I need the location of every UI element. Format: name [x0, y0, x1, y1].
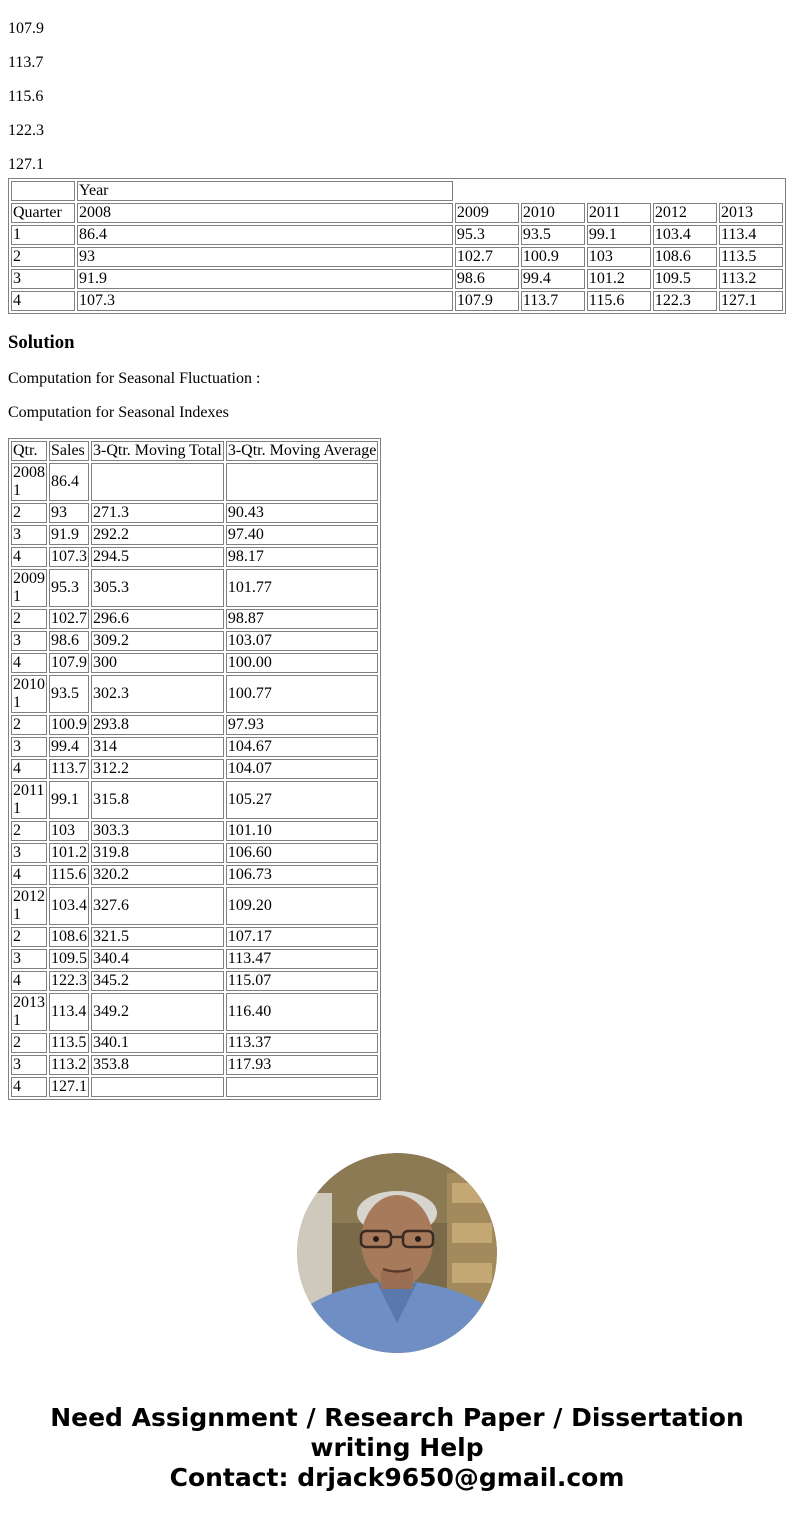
table-cell — [11, 181, 75, 201]
table-cell: 91.9 — [77, 269, 453, 289]
sales-cell: 98.6 — [49, 631, 89, 651]
moving-average-cell: 101.77 — [226, 569, 379, 607]
sales-cell: 91.9 — [49, 525, 89, 545]
quarterly-sales-table — [8, 178, 786, 314]
moving-average-cell: 109.20 — [226, 887, 379, 925]
moving-average-cell: 115.07 — [226, 971, 379, 991]
quarter-cell — [11, 781, 47, 819]
quarter-cell: 4 — [11, 1077, 47, 1097]
moving-average-cell: 101.10 — [226, 821, 379, 841]
moving-average-cell: 106.73 — [226, 865, 379, 885]
quarter-cell: 3 — [11, 1055, 47, 1075]
table-cell: 107.9 — [455, 291, 519, 311]
promo-contact-line: Contact: drjack9650@gmail.com — [169, 1463, 625, 1492]
year-label: 2013 — [13, 994, 45, 1011]
table-cell: 102.7 — [455, 247, 519, 267]
table-row — [11, 993, 378, 1031]
sales-cell: 95.3 — [49, 569, 89, 607]
table-cell: 2 — [11, 247, 75, 267]
moving-total-cell: 353.8 — [91, 1055, 224, 1075]
quarter-cell: 2 — [11, 609, 47, 629]
table-row — [11, 653, 378, 673]
avatar — [297, 1153, 497, 1353]
table-header-cell: 2009 — [455, 203, 519, 223]
sales-cell: 102.7 — [51, 610, 87, 627]
quarter-cell: 3 — [11, 843, 47, 863]
quarter-cell: 2 — [11, 715, 47, 735]
table-header-cell: Qtr. — [11, 441, 47, 461]
table-cell: 115.6 — [587, 291, 651, 311]
sales-cell: 108.6 — [51, 928, 87, 945]
table-row — [11, 1077, 378, 1097]
table-cell: 98.6 — [455, 269, 519, 289]
sales-cell: 113.7 — [49, 759, 89, 779]
moving-average-cell: 98.17 — [226, 547, 379, 567]
moving-total-cell: 293.8 — [91, 715, 224, 735]
table-header-cell: 3-Qtr. Moving Total — [93, 442, 222, 459]
table-row — [11, 737, 378, 757]
table-row — [11, 609, 378, 629]
table-header-cell: Quarter — [11, 203, 75, 223]
top-value: 113.7 — [8, 54, 44, 71]
moving-average-cell: 103.07 — [226, 631, 379, 651]
moving-total-cell: 340.4 — [91, 949, 224, 969]
moving-total-cell: 314 — [91, 737, 224, 757]
sales-cell: 122.3 — [51, 972, 87, 989]
fluctuation-paragraph: Computation for Seasonal Fluctuation : — [8, 370, 261, 387]
table-cell: 101.2 — [587, 269, 651, 289]
table-row — [11, 247, 783, 267]
moving-average-cell: 90.43 — [226, 503, 379, 523]
table-cell: 3 — [11, 269, 75, 289]
quarter-cell: 3 — [11, 949, 47, 969]
sales-cell: 109.5 — [51, 950, 87, 967]
table-cell: 103 — [587, 247, 651, 267]
table-cell: 86.4 — [77, 225, 453, 245]
moving-average-cell: 113.37 — [226, 1033, 379, 1053]
moving-total-cell: 294.5 — [91, 547, 224, 567]
table-row — [11, 843, 378, 863]
table-row — [11, 949, 378, 969]
moving-average-cell: 98.87 — [226, 609, 379, 629]
table-cell: 122.3 — [653, 291, 717, 311]
year-label: 2010 — [13, 676, 45, 693]
moving-average-cell: 104.07 — [226, 759, 379, 779]
table-row — [11, 715, 378, 735]
table-cell: 1 — [11, 225, 75, 245]
table-header-cell: 2008 — [77, 203, 453, 223]
moving-average-cell: 106.60 — [226, 843, 379, 863]
table-cell: 95.3 — [455, 225, 519, 245]
moving-average-cell — [226, 463, 379, 501]
table-row — [11, 887, 378, 925]
moving-average-cell: 117.93 — [226, 1055, 379, 1075]
quarter-label: 1 — [13, 588, 21, 605]
table-row — [11, 269, 783, 289]
quarter-cell: 4 — [11, 865, 47, 885]
sales-cell: 107.9 — [51, 654, 87, 671]
year-label: 2008 — [13, 464, 45, 481]
table-cell: 127.1 — [719, 291, 783, 311]
year-label-cell: Year — [77, 181, 453, 201]
table-row — [11, 203, 783, 223]
sales-cell: 113.4 — [49, 993, 89, 1031]
moving-average-cell: 116.40 — [226, 993, 379, 1031]
moving-total-cell: 296.6 — [91, 609, 224, 629]
table-cell: 103.4 — [653, 225, 717, 245]
table-cell: 113.7 — [521, 291, 585, 311]
promo-line: writing Help — [310, 1433, 484, 1462]
year-label: 2009 — [13, 570, 45, 587]
sales-cell: 115.6 — [49, 865, 89, 885]
year-label: 2012 — [13, 888, 45, 905]
sales-cell: 107.3 — [51, 548, 87, 565]
table-cell: 99.1 — [587, 225, 651, 245]
author-portrait — [297, 1153, 497, 1353]
sales-cell: 103.4 — [49, 887, 89, 925]
moving-total-cell — [91, 463, 224, 501]
table-row — [11, 1033, 378, 1053]
table-cell: 107.3 — [77, 291, 453, 311]
quarter-label: 1 — [13, 1012, 21, 1029]
sales-cell: 113.2 — [49, 1055, 89, 1075]
table-row — [11, 225, 783, 245]
top-value: 127.1 — [8, 156, 44, 173]
quarter-label: 1 — [13, 482, 21, 499]
sales-cell: 86.4 — [49, 463, 89, 501]
top-value: 107.9 — [8, 20, 44, 37]
table-header-cell: 3-Qtr. Moving Average — [227, 442, 377, 459]
moving-total-cell: 271.3 — [91, 503, 224, 523]
table-row — [11, 865, 378, 885]
table-row — [11, 821, 378, 841]
promo-line: Need Assignment / Research Paper / Dissertation — [50, 1403, 744, 1432]
table-cell: 93 — [77, 247, 453, 267]
sales-cell: 99.4 — [49, 737, 89, 757]
moving-total-cell: 302.3 — [91, 675, 224, 713]
moving-total-cell — [91, 1077, 224, 1097]
table-row — [11, 291, 783, 311]
table-row — [11, 525, 378, 545]
table-cell: 113.2 — [719, 269, 783, 289]
quarter-cell: 2 — [11, 927, 47, 947]
quarter-cell: 4 — [11, 653, 47, 673]
table-row — [11, 631, 378, 651]
table-cell: 93.5 — [521, 225, 585, 245]
table-row — [11, 463, 378, 501]
moving-average-cell: 104.67 — [226, 737, 379, 757]
moving-average-cell: 100.77 — [226, 675, 379, 713]
sales-cell: 101.2 — [51, 844, 87, 861]
quarter-cell: 4 — [11, 547, 47, 567]
moving-total-cell: 312.2 — [91, 759, 224, 779]
moving-total-cell: 309.2 — [91, 631, 224, 651]
moving-total-cell: 315.8 — [91, 781, 224, 819]
moving-total-cell: 345.2 — [91, 971, 224, 991]
quarter-cell: 2 — [11, 1033, 47, 1053]
solution-heading: Solution — [8, 332, 75, 353]
quarter-cell: 3 — [11, 525, 47, 545]
table-cell: 113.4 — [719, 225, 783, 245]
moving-total-cell: 292.2 — [91, 525, 224, 545]
sales-cell: 113.5 — [49, 1033, 89, 1053]
quarter-label: 1 — [13, 906, 21, 923]
quarter-label: 1 — [13, 800, 21, 817]
sales-cell: 103 — [49, 821, 89, 841]
table-cell: 99.4 — [521, 269, 585, 289]
quarter-cell: 3 — [11, 631, 47, 651]
table-row — [11, 927, 378, 947]
moving-average-body — [11, 463, 378, 1097]
quarter-cell: 2 — [11, 821, 47, 841]
author-photo-block — [0, 1153, 794, 1358]
moving-total-cell: 349.2 — [91, 993, 224, 1031]
moving-total-cell: 300 — [91, 653, 224, 673]
moving-total-cell: 321.5 — [91, 927, 224, 947]
table-row — [11, 759, 378, 779]
moving-total-cell: 319.8 — [91, 843, 224, 863]
quarter-cell — [11, 463, 47, 501]
sales-cell: 127.1 — [51, 1078, 87, 1095]
moving-average-cell: 97.93 — [226, 715, 379, 735]
table-row — [11, 547, 378, 567]
table-header-cell: Sales — [49, 441, 89, 461]
quarter-cell — [11, 675, 47, 713]
moving-average-cell: 105.27 — [226, 781, 379, 819]
top-value-list — [8, 0, 786, 173]
table-row — [11, 569, 378, 607]
sales-cell: 93 — [49, 503, 89, 523]
table-row — [11, 781, 378, 819]
sales-cell: 99.1 — [49, 781, 89, 819]
table-header-cell: 2011 — [587, 203, 651, 223]
moving-average-cell: 97.40 — [226, 525, 379, 545]
moving-average-cell: 100.00 — [226, 653, 379, 673]
sales-cell: 100.9 — [51, 716, 87, 733]
top-value: 115.6 — [8, 88, 44, 105]
quarter-cell: 2 — [11, 503, 47, 523]
indexes-paragraph: Computation for Seasonal Indexes — [8, 404, 229, 421]
moving-total-cell: 340.1 — [91, 1033, 224, 1053]
table-header-row — [11, 441, 378, 461]
quarter-cell — [11, 569, 47, 607]
sales-cell: 93.5 — [49, 675, 89, 713]
moving-total-cell: 305.3 — [91, 569, 224, 607]
quarter-cell: 4 — [11, 759, 47, 779]
table-row — [11, 971, 378, 991]
moving-average-table — [8, 438, 381, 1100]
table-header-cell: 2010 — [521, 203, 585, 223]
moving-total-cell: 327.6 — [91, 887, 224, 925]
quarter-cell: 3 — [11, 737, 47, 757]
top-value: 122.3 — [8, 122, 44, 139]
table-cell: 113.5 — [719, 247, 783, 267]
table-cell: 100.9 — [521, 247, 585, 267]
moving-average-cell: 107.17 — [226, 927, 379, 947]
table-row — [11, 503, 378, 523]
moving-total-cell: 303.3 — [91, 821, 224, 841]
table-header-cell: 2013 — [719, 203, 783, 223]
table-cell: 4 — [11, 291, 75, 311]
quarter-cell — [11, 993, 47, 1031]
table-row — [11, 1055, 378, 1075]
table-header-cell: 2012 — [653, 203, 717, 223]
promo-text — [0, 1403, 794, 1493]
table-cell: 108.6 — [653, 247, 717, 267]
moving-total-cell: 320.2 — [91, 865, 224, 885]
table-row — [11, 675, 378, 713]
table-row — [11, 181, 783, 201]
moving-average-cell: 113.47 — [226, 949, 379, 969]
quarter-label: 1 — [13, 694, 21, 711]
quarter-cell: 4 — [11, 971, 47, 991]
table-cell: 109.5 — [653, 269, 717, 289]
quarter-cell — [11, 887, 47, 925]
year-label: 2011 — [13, 782, 45, 799]
moving-average-cell — [226, 1077, 379, 1097]
